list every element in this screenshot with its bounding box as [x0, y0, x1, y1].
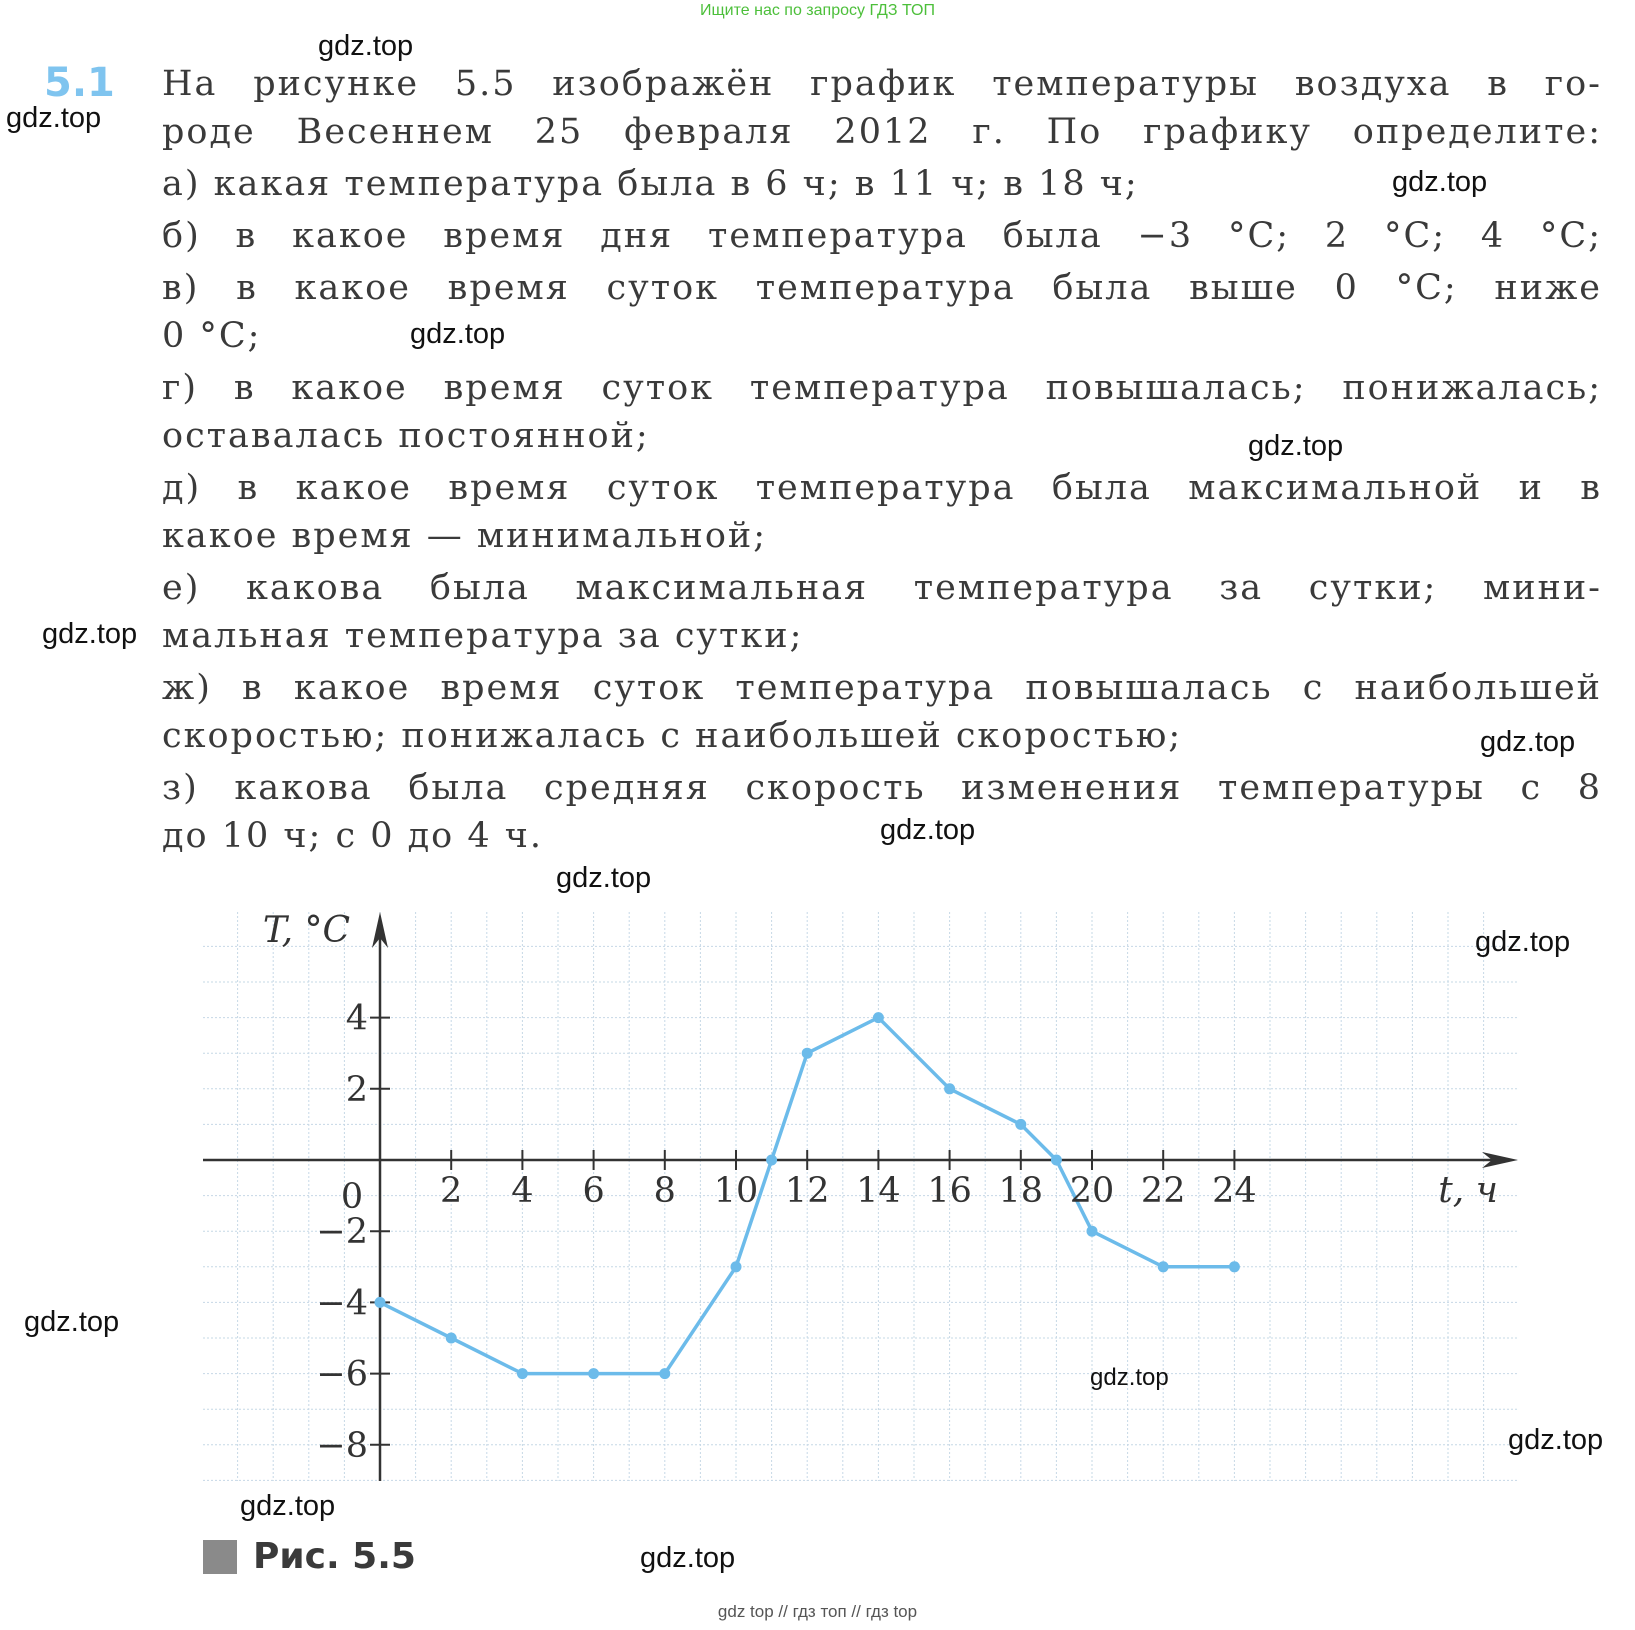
problem-number: 5.1 [44, 60, 115, 106]
figure-caption [203, 1536, 416, 1577]
problem-line: до 10 ч; с 0 до 4 ч. [162, 816, 543, 856]
data-point [446, 1333, 457, 1344]
origin-label: 0 [340, 1177, 364, 1217]
y-axis-label: T, °C [262, 910, 350, 951]
data-point [1087, 1226, 1098, 1237]
data-point [802, 1048, 813, 1059]
data-point [588, 1368, 599, 1379]
chart-labels [263, 910, 1498, 1466]
watermark: gdz.top [640, 1542, 736, 1574]
data-point [873, 1012, 884, 1023]
problem-line: 0 °C; [162, 316, 262, 356]
problem-line: На рисунке 5.5 изображён график температуры воздуха в го- [162, 64, 1602, 104]
figure-marker-icon [203, 1540, 237, 1574]
x-tick-label: 10 [713, 1171, 759, 1211]
problem-line: ж) в какое время суток температура повышалась с наибольшей [162, 668, 1602, 708]
watermark: gdz.top [1248, 430, 1344, 462]
problem-line: оставалась постоянной; [162, 416, 650, 456]
data-point [1229, 1261, 1240, 1272]
watermark: gdz.top [42, 618, 138, 650]
x-tick-label: 12 [784, 1171, 830, 1211]
watermark: gdz.top [6, 102, 102, 134]
footer: gdz top // гдз топ // гдз top [717, 1602, 918, 1621]
x-axis-label: t, ч [1438, 1170, 1498, 1211]
y-tick-label: −6 [316, 1354, 368, 1395]
watermark: gdz.top [1392, 166, 1488, 198]
y-tick-label: −2 [316, 1212, 368, 1253]
watermark: gdz.top [1475, 926, 1571, 958]
problem-line: д) в какое время суток температура была максимальной и в [162, 468, 1602, 508]
watermark: gdz.top [1508, 1424, 1604, 1456]
x-tick-label: 16 [927, 1171, 972, 1211]
problem-line: е) какова была максимальная температура за сутки; мини- [162, 568, 1602, 608]
data-point [375, 1297, 386, 1308]
watermark: gdz.top [24, 1306, 120, 1338]
problem-line: роде Весеннем 25 февраля 2012 г. По графику определите: [162, 112, 1602, 152]
problem-line: а) какая температура была в 6 ч; в 11 ч; в 18 ч; [162, 164, 1139, 204]
x-tick-label: 4 [511, 1171, 534, 1211]
problem-line: б) в какое время дня температура была −3 °C; 2 °C; 4 °C; [162, 216, 1602, 256]
problem-line: мальная температура за сутки; [162, 616, 804, 656]
problem-line: в) в какое время суток температура была выше 0 °C; ниже [162, 268, 1602, 308]
y-tick-label: −4 [316, 1283, 368, 1324]
data-point [731, 1261, 742, 1272]
x-tick-label: 2 [440, 1171, 463, 1211]
watermark: gdz.top [1090, 1364, 1169, 1391]
x-tick-label: 14 [856, 1171, 901, 1211]
problem-line: какое время — минимальной; [162, 516, 768, 556]
y-tick-label: 2 [345, 1069, 368, 1110]
figure-caption-text: Рис. 5.5 [253, 1536, 416, 1577]
problem-line: г) в какое время суток температура повышалась; понижалась; [162, 368, 1602, 408]
watermark: gdz.top [318, 30, 414, 62]
y-tick-label: 4 [345, 998, 368, 1039]
data-point [766, 1155, 777, 1166]
watermark: gdz.top [1480, 726, 1576, 758]
problem-line: з) какова была средняя скорость изменения температуры с 8 [162, 768, 1602, 808]
data-point [1015, 1119, 1026, 1130]
watermark: gdz.top [556, 862, 652, 894]
y-tick-label: −8 [316, 1425, 368, 1466]
watermark: gdz.top [410, 318, 506, 350]
watermark: gdz.top [240, 1490, 336, 1522]
top-banner: Ищите нас по запросу ГДЗ ТОП [700, 2, 935, 19]
problem-line: скоростью; понижалась с наибольшей скоростью; [162, 716, 1183, 756]
data-point [1158, 1261, 1169, 1272]
x-tick-label: 24 [1212, 1171, 1257, 1211]
data-point [1051, 1155, 1062, 1166]
data-point [517, 1368, 528, 1379]
x-tick-label: 20 [1069, 1171, 1115, 1211]
data-point [944, 1083, 955, 1094]
data-point [659, 1368, 670, 1379]
watermark: gdz.top [880, 814, 976, 846]
x-tick-label: 6 [582, 1171, 605, 1211]
x-tick-label: 18 [998, 1171, 1044, 1211]
x-tick-label: 22 [1140, 1171, 1186, 1211]
x-tick-label: 8 [653, 1171, 676, 1211]
